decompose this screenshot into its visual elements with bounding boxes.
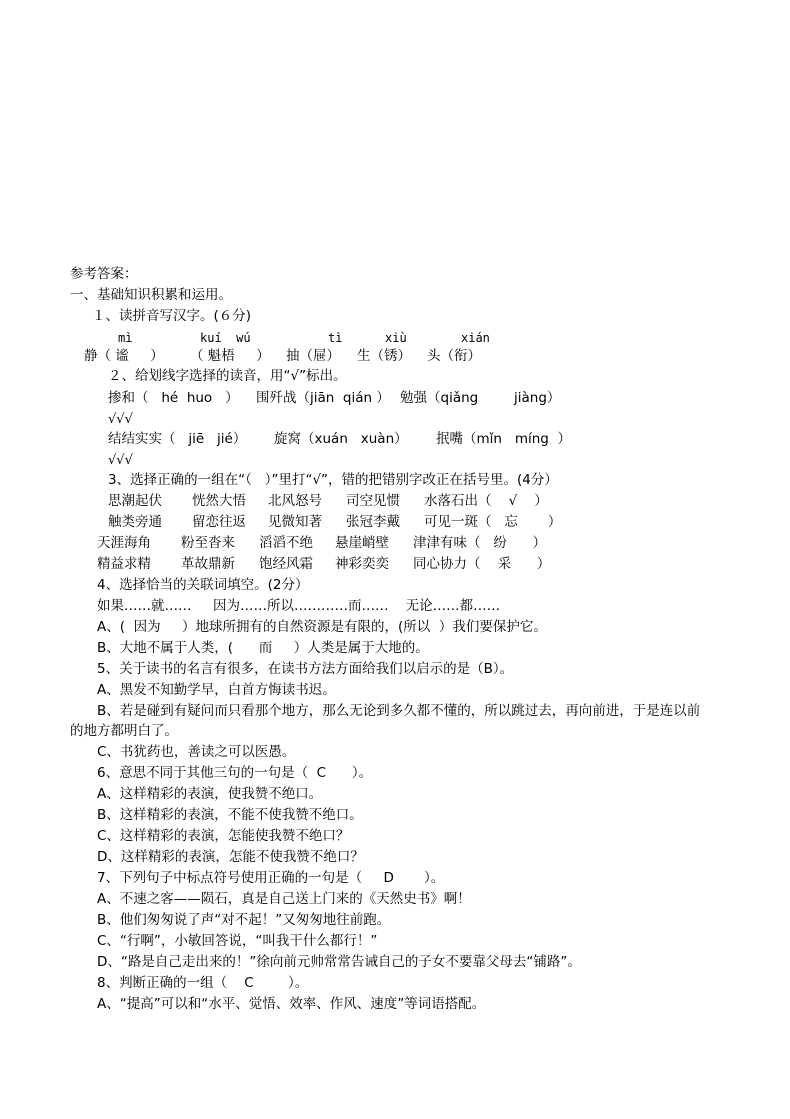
q2-ticks-1: √√√ xyxy=(108,412,133,427)
q4-b: B、大地不属于人类，( 而 ）人类是属于大地的。 xyxy=(97,640,429,656)
q6-c: C、这样精彩的表演，怎能使我赞不绝口？ xyxy=(97,828,350,844)
q6-a: A、这样精彩的表演，使我赞不绝口。 xyxy=(97,786,323,802)
section-title: 一、基础知识积累和运用。 xyxy=(70,287,232,303)
q3-r4-c2: 革故鼎新 xyxy=(181,556,235,572)
q1-answer-4: 生（锈） xyxy=(357,348,411,364)
q2-item-5: 结结实实（ jiē jié） xyxy=(108,431,247,447)
q1-pinyin-5: xián xyxy=(461,331,490,345)
q7-c: C、“行啊”，小敏回答说，“叫我干什么都行！” xyxy=(97,933,378,949)
q1-title: １、读拼音写汉字。(６分) xyxy=(92,308,252,324)
q3-r4-c4: 神彩奕奕 xyxy=(335,556,389,572)
q6-b: B、这样精彩的表演，不能不使我赞不绝口。 xyxy=(97,807,363,823)
q1-pinyin-2: kuí wú xyxy=(200,331,251,345)
q5-a: A、黑发不知勤学早，白首方悔读书迟。 xyxy=(97,682,336,698)
q8-a: A、“提高”可以和“水平、觉悟、效率、作风、速度”等词语搭配。 xyxy=(97,996,486,1012)
q3-r4-c1: 精益求精 xyxy=(97,556,151,572)
q3-r2-c3: 见微知著 xyxy=(268,514,322,530)
q7-d: D、“路是自己走出来的！”徐向前元帅常常告诫自己的子女不要靠父母去“铺路”。 xyxy=(97,954,581,970)
q3-r2-c4: 张冠李戴 xyxy=(346,514,400,530)
q4-options: 如果……就…… 因为……所以…………而…… 无论……都…… xyxy=(97,598,501,614)
q5-b-line2: 的地方都明白了。 xyxy=(70,723,178,739)
q2-item-1: 掺和（ hé huo ） xyxy=(108,390,239,406)
q6-d: D、这样精彩的表演，怎能不使我赞不绝口？ xyxy=(97,849,364,865)
q2-item-7: 抿嘴（mǐn míng ） xyxy=(436,431,571,447)
q6-title: 6、意思不同于其他三句的一句是（ C ）。 xyxy=(97,765,373,781)
q1-answer-5: 头（衔） xyxy=(427,348,481,364)
q2-title: ２、给划线字选择的读音，用“√”标出。 xyxy=(108,368,347,384)
q2-item-6: 旋窝（xuán xuàn） xyxy=(274,431,408,447)
q1-pinyin-3: tì xyxy=(328,331,343,345)
q2-item-3: 勉强（qiǎng xyxy=(400,390,479,406)
q8-title: 8、判断正确的一组（ C ）。 xyxy=(97,975,309,991)
q4-title: 4、选择恰当的关联词填空。(2分） xyxy=(97,577,309,593)
q1-answer-3: 抽（屉） xyxy=(286,348,340,364)
q1-pinyin-1: mì xyxy=(118,331,133,345)
q3-r3-c5: 津津有味（ 纷 ） xyxy=(413,535,547,551)
q2-item-4: jiàng） xyxy=(514,390,561,406)
answer-heading: 参考答案： xyxy=(70,266,138,282)
q1-pinyin-4: xiù xyxy=(385,331,407,345)
q3-r3-c3: 滔滔不绝 xyxy=(259,535,313,551)
q3-r3-c2: 粉至沓来 xyxy=(181,535,235,551)
q3-r4-c3: 饱经风霜 xyxy=(259,556,313,572)
q7-b: B、他们匆匆说了声“对不起！”又匆匆地往前跑。 xyxy=(97,912,391,928)
q3-r1-c3: 北风怒号 xyxy=(268,493,322,509)
q5-c: C、书犹药也，善读之可以医愚。 xyxy=(97,744,296,760)
q3-r1-c4: 司空见惯 xyxy=(346,493,400,509)
q3-r4-c5: 同心协力（ 采 ） xyxy=(413,556,551,572)
q3-r2-c2: 留恋往返 xyxy=(192,514,246,530)
q2-ticks-2: √√√ xyxy=(108,453,133,468)
q4-a: A、( 因为 ）地球所拥有的自然资源是有限的，(所以 ）我们要保护它。 xyxy=(97,619,547,635)
q3-r2-c5: 可见一斑（ 忘 ） xyxy=(424,514,562,530)
q3-r1-c5: 水落石出（ √ ） xyxy=(424,493,548,509)
q3-r3-c1: 天涯海角 xyxy=(97,535,151,551)
q3-r1-c1: 思潮起伏 xyxy=(108,493,162,509)
q5-b-line1: B、若是碰到有疑问而只看那个地方，那么无论到多久都不懂的，所以跳过去，再向前进，于是连以前 xyxy=(97,703,701,719)
q5-title: 5、关于读书的名言有很多，在读书方法方面给我们以启示的是（B）。 xyxy=(97,661,514,677)
q2-item-2: 围歼战（jiān qián ） xyxy=(256,390,390,406)
q7-a: A、不速之客——陨石，真是自己送上门来的《天然史书》啊！ xyxy=(97,891,471,907)
q3-r2-c1: 触类旁通 xyxy=(108,514,162,530)
q1-answer-1: 静（ 谧 ） xyxy=(84,348,164,364)
q3-r1-c2: 恍然大悟 xyxy=(192,493,246,509)
q3-title: 3、选择正确的一组在“（ ）”里打“√”，错的把错别字改正在括号里。(4分） xyxy=(108,472,558,488)
q1-answer-2: （ 魁梧 ） xyxy=(190,348,270,364)
q7-title: 7、下列句子中标点符号使用正确的一句是（ D ）。 xyxy=(97,870,445,886)
q3-r3-c4: 悬崖峭壁 xyxy=(335,535,389,551)
